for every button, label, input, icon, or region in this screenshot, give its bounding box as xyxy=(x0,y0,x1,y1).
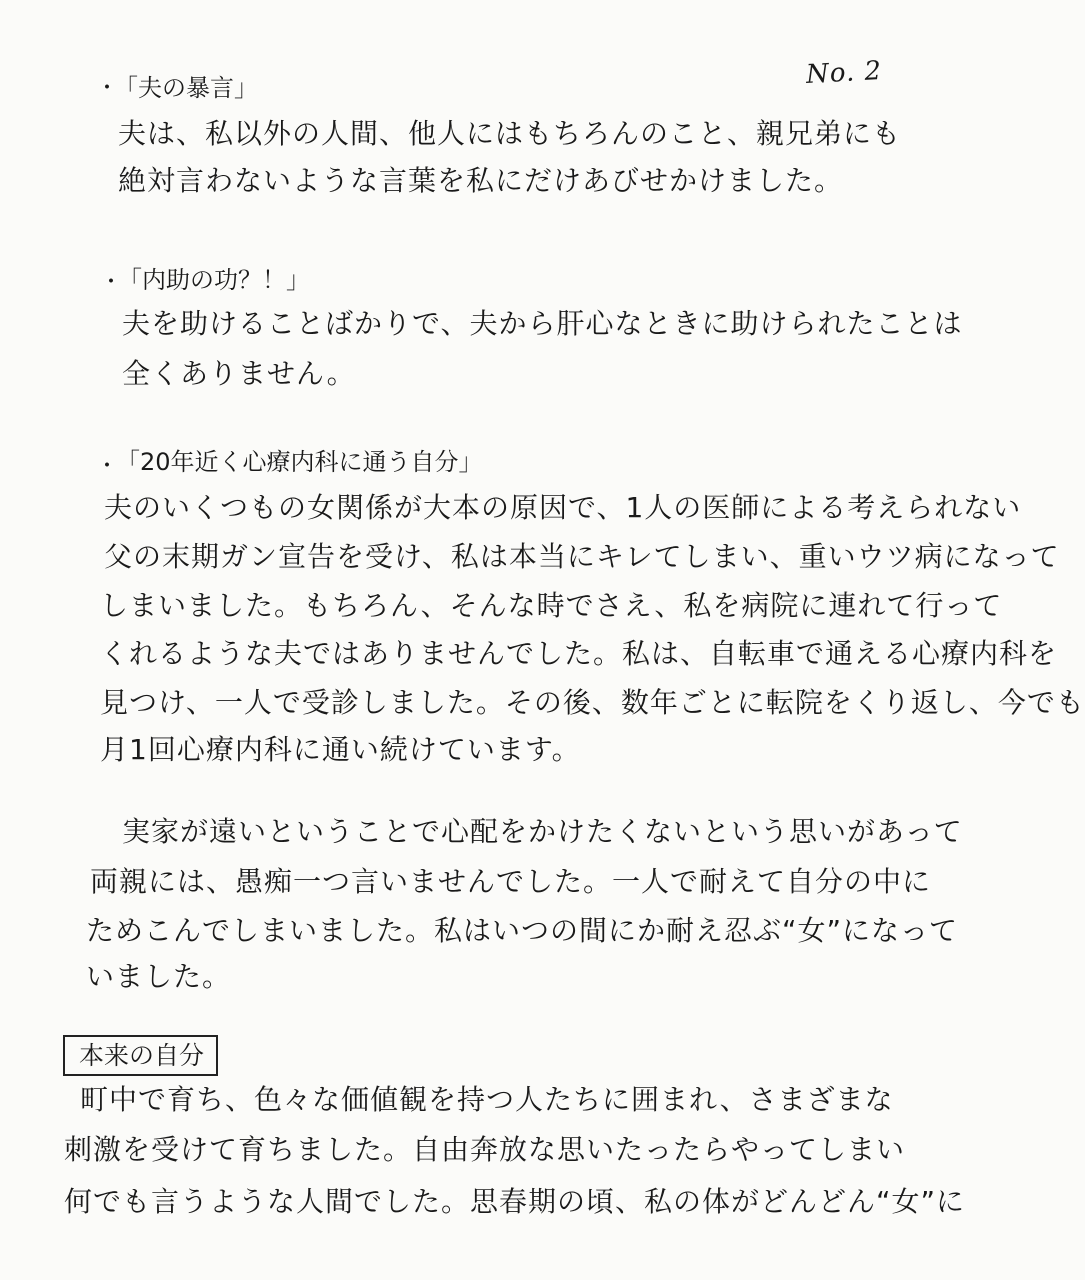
paragraph-line: 両親には、愚痴一つ言いませんでした。一人で耐えて自分の中に xyxy=(90,865,932,898)
section-heading: 「20年近く心療内科に通う自分」 xyxy=(116,448,483,476)
page-number: No. 2 xyxy=(805,56,883,90)
section-line: 夫のいくつもの女関係が大本の原因で、1人の医師による考えられない xyxy=(104,491,1022,524)
boxed-section-heading: 本来の自分 xyxy=(63,1035,218,1076)
boxed-section-line: 刺激を受けて育ちました。自由奔放な思いたったらやってしまい xyxy=(64,1133,906,1166)
paragraph-line: ためこんでしまいました。私はいつの間にか耐え忍ぶ“女”になって xyxy=(86,914,959,947)
section-heading: 「内助の功？！」 xyxy=(118,266,310,294)
section-bullet: ・ xyxy=(100,270,123,295)
section-line: 夫は、私以外の人間、他人にはもちろんのこと、親兄弟にも xyxy=(118,117,902,150)
section-bullet: ・ xyxy=(96,454,119,479)
boxed-section-line: 何でも言うような人間でした。思春期の頃、私の体がどんどん“女”に xyxy=(64,1185,966,1218)
section-line: 絶対言わないような言葉を私にだけあびせかけました。 xyxy=(118,164,844,197)
section-line: 全くありません。 xyxy=(122,357,356,390)
section-line: 父の末期ガン宣告を受け、私は本当にキレてしまい、重いウツ病になって xyxy=(104,540,1060,573)
boxed-section-line: 町中で育ち、色々な価値観を持つ人たちに囲まれ、さまざまな xyxy=(80,1083,894,1116)
paragraph-line: いました。 xyxy=(86,960,232,993)
section-line: しまいました。もちろん、そんな時でさえ、私を病院に連れて行って xyxy=(100,589,1003,622)
section-heading: 「夫の暴言」 xyxy=(114,74,258,102)
section-line: 見つけ、一人で受診しました。その後、数年ごとに転院をくり返し、今でも xyxy=(100,686,1085,719)
section-bullet: ・ xyxy=(96,76,119,101)
section-line: 夫を助けることばかりで、夫から肝心なときに助けられたことは xyxy=(122,307,963,340)
paragraph-line: 実家が遠いということで心配をかけたくないという思いがあって xyxy=(122,815,963,848)
section-line: くれるような夫ではありませんでした。私は、自転車で通える心療内科を xyxy=(100,637,1058,670)
section-line: 月1回心療内科に通い続けています。 xyxy=(100,733,581,766)
